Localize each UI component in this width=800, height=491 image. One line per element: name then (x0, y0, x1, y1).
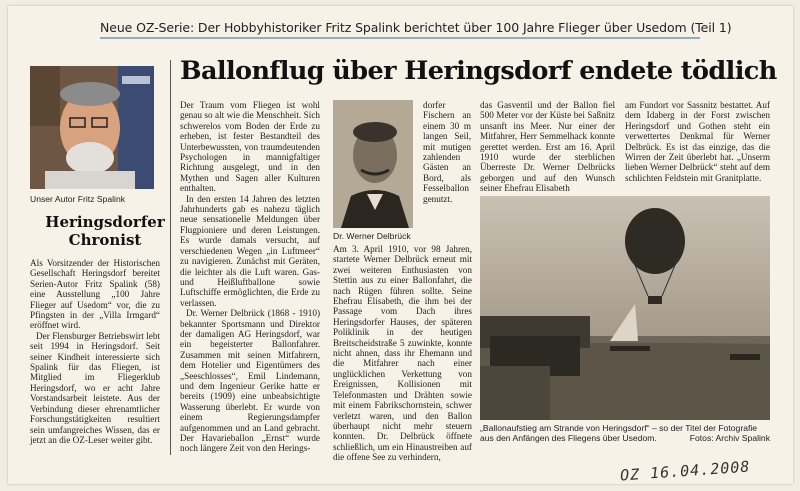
sidebar-heading (30, 213, 180, 249)
sidebar-heading-line1: Heringsdorfer (45, 213, 165, 231)
balloon-photo-image (480, 196, 770, 420)
article-column-2 (333, 244, 472, 463)
article-paragraph: In den ersten 14 Jahren des letzten Jahrhunderts gab es nahezu täglich neue sensationelle Meldungen über Flugpioniere und deren Leistungen. Es wurde damals versucht, auf verschiedenen Wegen „in Luftmeer“ zu navigieren. Zunächst mit Geräten, die leichter als die Luft waren. Gas- und Heißluftballone sowie Luftschiffe ermöglichten, die Erde zu verlassen. (180, 193, 320, 308)
author-photo-caption: Unser Autor Fritz Spalink (30, 194, 126, 204)
photo-credit: Fotos: Archiv Spalink (689, 433, 770, 443)
column-divider (170, 60, 171, 455)
author-portrait-image (30, 66, 154, 189)
sidebar-paragraph: Als Vorsitzender der Historischen Gesellschaft Heringsdorf bereitet Serien-Autor Fritz Spalink (58) eine Ausstellung „100 Jahre Flieger auf Usedom“ vor, die zu Pfingsten in der „Villa Irmgard“ eröffnet wird. (30, 258, 160, 331)
balloon-photo-caption (480, 423, 770, 443)
date-stamp: OZ 16.04.2008 (619, 457, 751, 485)
article-paragraph: Am 3. April 1910, vor 98 Jahren, startete Werner Delbrück erneut mit zwei weiteren Enthusiasten von Stettin aus zu einer Ballonfahrt, die nach Rügen führen sollte. Seine Ehefrau Elisabeth, die ihm bei der Passage vom Dach ihres Heringsdorfer Hauses, der späteren Poliklinik in der heutigen Breitscheidstraße 5 zuwinkte, konnte nicht ahnen, dass ihr Ehemann und die Mitfahrer nach einer unglücklichen Verkettung von Ereignissen, Kollisionen mit Telefonmasten und Drähten sowie mit einem Fabrikschornstein, schwer verletzt waren, und den Ballon überhaupt nicht mehr steuern konnten. Dr. Delbrück öffnete schließlich, um ein Hinaustreiben auf die offene See zu verhindern, (333, 244, 472, 463)
article-paragraph: Der Traum vom Fliegen ist wohl genau so alt wie die Menschheit. Sich schwerelos vom Boden der Erde zu erheben, ist fester Bestandteil des Unterbewussten, von traumdeutenden Psychologen in mannigfaltiger Richtung ausgelegt, und in den Mythen und Sagen aller Kulturen enthalten. (180, 100, 320, 194)
article-paragraph: Dr. Werner Delbrück (1868 - 1910) bekannter Sportsmann und Direktor der damaligen AG Heringsdorf, war ein begeisterter Ballonfahrer. Zusammen mit seinen Mitfahrern, dem Hotelier und Eigentümers des „Seeschlosses“, Emil Lindemann, und dem Ingenieur Gerike hatte er bereits (1909) eine unbeabsichtigte Wasserung überlebt. Er wurde von einem Regierungsdampfer aufgenommen und an Land gebracht. Der Havarieballon „Ernst“ wurde noch längere Zeit von den Herings- (180, 308, 320, 454)
article-column-3 (480, 100, 615, 194)
balloon-photo-caption-text: „Ballonaufstieg am Strande von Heringsdorf“ – so der Titel der Fotografie aus den Anfängen des Fliegens über Usedom. (480, 423, 758, 443)
article-column-1 (180, 100, 320, 454)
portrait-caption: Dr. Werner Delbrück (333, 231, 411, 241)
author-photo (30, 66, 154, 189)
article-paragraph: am Fundort vor Sassnitz bestattet. Auf dem Idaberg in der Forst zwischen Heringsdorf und Gothen steht ein verwettertes Denkmal für Werner Delbrück. Es ist das einzige, das die Wirren der Zeit überlebt hat. „Unserm lieben Werner Delbrück“ steht auf dem schlichten Feldstein mit Granitplatte. (625, 100, 770, 183)
sidebar-paragraph: Der Flensburger Betriebswirt lebt seit 1994 in Heringsdorf. Seit seiner Kindheit interessierte sich Spalink für das Fliegen, ist Mitglied im Fliegerklub Heringsdorf, wo er acht Jahre Vorstandsarbeit leistete. Aus der Verbindung dieser ehrenamtlicher Forschungstätigkeiten resultiert sein umfangreiches Wissen, das er jetzt an die OZ-Leser weiter gibt. (30, 330, 160, 445)
headline: Ballonflug über Heringsdorf endete tödlich (180, 56, 777, 86)
sidebar-heading-line2: Chronist (68, 231, 142, 249)
delbrueck-portrait (333, 100, 413, 228)
balloon-photo (480, 196, 770, 420)
series-line: Neue OZ-Serie: Der Hobbyhistoriker Fritz Spalink berichtet über 100 Jahre Flieger über Usedom (Teil 1) (100, 20, 700, 39)
article-paragraph: dorfer Fischern an einem 30 m langen Seil, mit mutigen zahlenden Gästen an Bord, als Fesselballon genutzt. (423, 100, 471, 204)
portrait-image (333, 100, 413, 228)
sidebar-text (30, 258, 160, 445)
article-column-4 (625, 100, 770, 183)
article-paragraph: das Gasventil und der Ballon fiel 500 Meter vor der Küste bei Saßnitz unsanft ins Meer. Nur einer der Mitfahrer, Herr Semmelhack konnte gerettet werden. Erst am 16. April 1910 wurde der sterblichen Überreste Dr. Werner Delbrücks geborgen und auf den Wunsch seiner Ehefrau Elisabeth (480, 100, 615, 194)
article-column-2-narrow (423, 100, 471, 204)
